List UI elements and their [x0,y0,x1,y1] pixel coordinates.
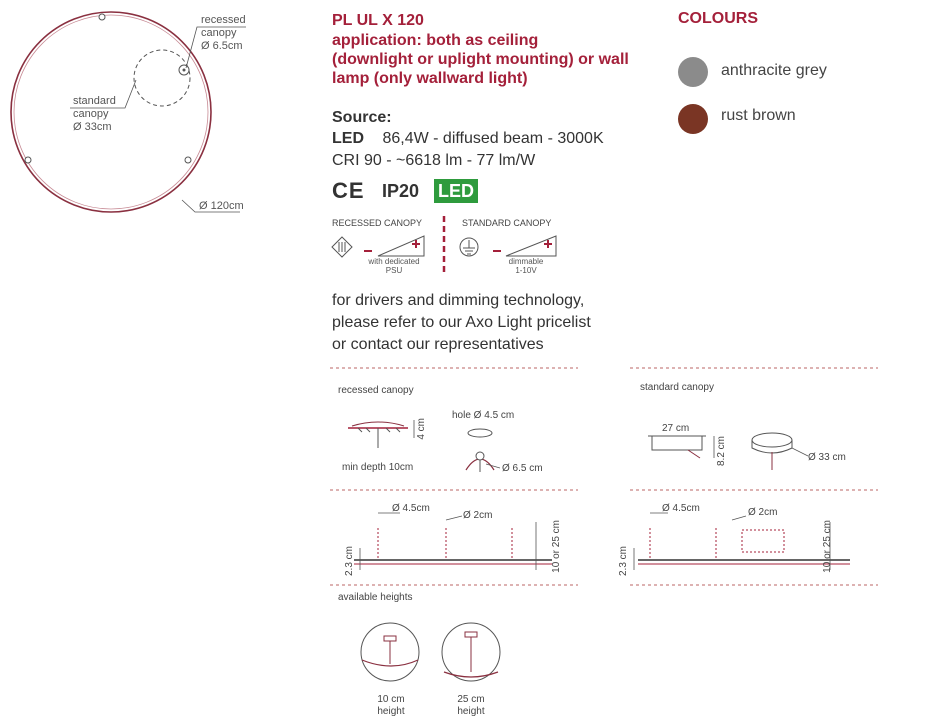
standard-canopy-type-label: STANDARD CANOPY [462,218,552,228]
recessed-canopy-type-label: RECESSED CANOPY [332,218,423,228]
recessed-wire-diameter-label: Ø 4.5cm [392,503,430,514]
outer-diameter-label: Ø 120cm [199,200,244,212]
standard-dimmable-note: dimmable 1-10V [508,257,544,275]
recessed-height-2-3-label: 2.3 cm [344,546,355,577]
drivers-note: for drivers and dimming technology, please refer to our Axo Light pricelist or contact our representatives [332,292,591,353]
standard-suspension-drawing [634,513,850,570]
application-line-1: application: both as ceiling [332,32,539,49]
application-line-2: (downlight or uplight mounting) or wall [332,51,629,68]
standard-label: standard canopy Ø 33cm [73,95,116,133]
hole-diameter-label: hole Ø 4.5 cm [452,410,515,421]
standard-width-label: 27 cm [662,423,690,434]
recessed-label: recessed canopy Ø 6.5cm [201,14,246,52]
standard-height-10-25-label: 10 or 25 cm [822,520,833,573]
height-25cm-drawing [442,623,500,681]
source-type: LED [332,130,364,147]
attachment-point [25,157,31,163]
recessed-psu-note: with dedicated PSU [368,257,420,275]
earth-ground-icon [460,238,478,256]
ce-mark-icon: CE [332,178,365,203]
recessed-canopy-side-drawing [348,420,414,448]
recessed-section-heading: recessed canopy [338,385,414,396]
height-25cm-label: 25 cm height [457,694,485,717]
standard-canopy-diameter-label: Ø 33 cm [808,452,846,463]
standard-section-heading: standard canopy [640,382,714,393]
led-badge: LED [434,179,478,203]
ip-rating: IP20 [382,181,420,201]
min-depth-label: min depth 10cm [342,462,414,473]
colour-name-anthracite: anthracite grey [721,62,827,79]
recessed-rod-diameter-label: Ø 2cm [463,510,493,521]
class-iii-icon [332,237,352,257]
height-10cm-label: 10 cm height [377,694,405,717]
recessed-height-10-25-label: 10 or 25 cm [551,520,562,573]
recessed-hole-drawing [466,429,500,472]
source-heading: Source: [332,109,392,126]
source-line-2: CRI 90 - ~6618 lm - 77 lm/W [332,152,536,169]
model-name: PL UL X 120 [332,12,424,29]
standard-canopy-side-drawing [648,436,714,458]
colour-swatch-rust[interactable] [678,104,708,134]
colour-swatch-anthracite[interactable] [678,57,708,87]
attachment-point [99,14,105,20]
standard-canopy-outline [134,50,190,106]
source-line-1 [332,130,604,148]
dimming-ramp-icon [364,236,424,256]
colour-name-rust: rust brown [721,107,796,124]
source-specs: 86,4W - diffused beam - 3000K [382,130,604,147]
dimming-ramp-icon [493,236,556,256]
standard-height-2-3-label: 2.3 cm [618,546,629,577]
depth-4cm-label: 4 cm [416,418,427,440]
standard-canopy-3d-drawing [752,433,808,470]
standard-rod-diameter-label: Ø 2cm [748,507,778,518]
standard-wire-diameter-label: Ø 4.5cm [662,503,700,514]
recessed-suspension-drawing [354,513,552,570]
standard-height-label: 8.2 cm [716,436,727,467]
application-line-3: lamp (only wallward light) [332,70,528,87]
height-10cm-drawing [361,623,419,681]
recessed-canopy-diameter-label: Ø 6.5 cm [502,463,543,474]
attachment-point [185,157,191,163]
available-heights-heading: available heights [338,592,413,603]
colours-heading: COLOURS [678,10,758,27]
